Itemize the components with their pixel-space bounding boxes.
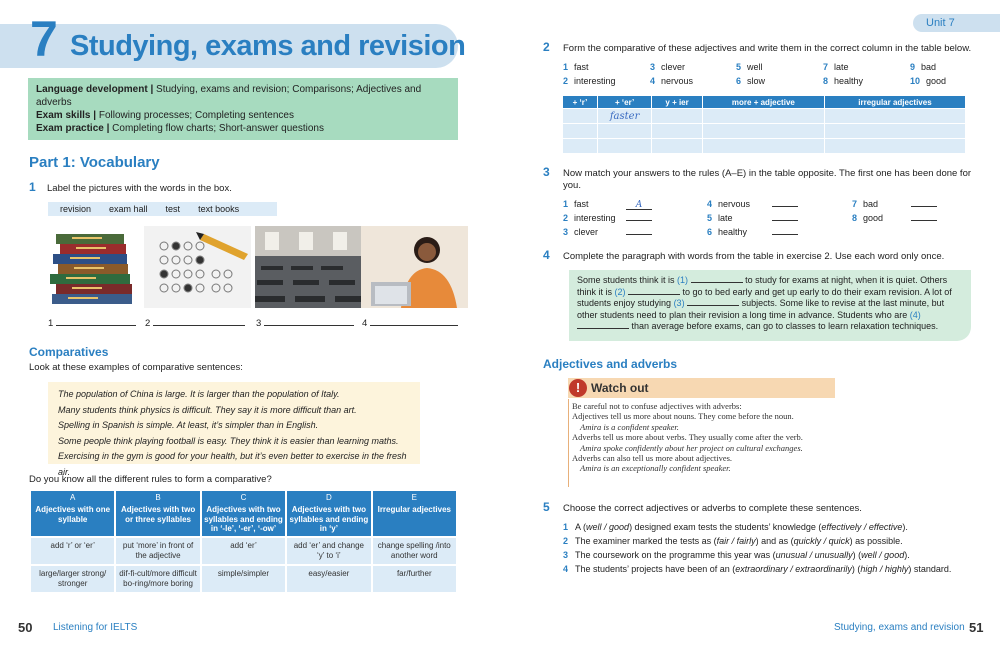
- gap-4[interactable]: [577, 321, 629, 329]
- table-cell[interactable]: [703, 109, 824, 123]
- watch-example: Amira is an exceptionally confident speaker.: [580, 463, 731, 474]
- table-cell: easy/easier: [287, 566, 370, 592]
- ex3-instruction: Now match your answers to the rules (A–E) in the table opposite. The first one has been done for you.: [563, 168, 972, 191]
- ex5-instruction: Choose the correct adjectives or adverbs to complete these sentences.: [563, 503, 862, 514]
- list-item: 3 The coursework on the programme this year was (unusual / unusually) (well / good).: [563, 550, 910, 560]
- unit-tab: Unit 7: [913, 14, 1000, 32]
- match-answer[interactable]: [772, 213, 798, 221]
- exam-skills-text: Following processes; Completing sentences: [96, 110, 294, 121]
- examples-box: [48, 382, 420, 477]
- ex2-instruction: Form the comparative of these adjectives and write them in the correct column in the table below.: [563, 43, 972, 54]
- example-sentence: Spelling in Spanish is simple. At least, it’s simpler than in English.: [58, 420, 319, 430]
- word-box: [48, 202, 277, 216]
- comparatives-title: Comparatives: [29, 345, 109, 359]
- comparatives-intro: Look at these examples of comparative sentences:: [29, 362, 243, 373]
- watch-out-title: Watch out: [591, 381, 649, 395]
- watch-example: Amira is a confident speaker.: [580, 421, 679, 432]
- ex5-number: 5: [543, 500, 550, 514]
- rules-col-d: D Adjectives with two syllables and ending in ‘y’: [287, 491, 370, 536]
- table-cell[interactable]: [598, 124, 651, 138]
- table-cell[interactable]: [703, 124, 824, 138]
- table-row: [563, 139, 965, 153]
- match-answer[interactable]: [911, 213, 937, 221]
- choice[interactable]: extraordinary / extraordinarily: [735, 564, 852, 574]
- list-item: 4 nervous: [707, 199, 798, 209]
- table-cell: add ‘er’: [202, 538, 285, 564]
- ex1-number: 1: [29, 180, 36, 194]
- list-item: 1 fast A: [563, 199, 652, 210]
- table-row: [31, 566, 456, 592]
- watch-line: Adverbs can also tell us more about adjectives.: [572, 453, 733, 464]
- pic-answer-line-1[interactable]: [56, 318, 136, 326]
- exam-practice-label: Exam practice |: [36, 123, 110, 134]
- list-item: 10 good: [910, 76, 947, 86]
- exam-skills-label: Exam skills |: [36, 110, 97, 121]
- gap-1[interactable]: [691, 275, 743, 283]
- list-item: 2 interesting: [563, 76, 616, 86]
- pic-number-3: 3: [256, 318, 262, 329]
- table-cell[interactable]: [825, 109, 965, 123]
- table-row: [31, 538, 456, 564]
- pic-answer-line-2[interactable]: [153, 318, 245, 326]
- watch-out-banner: [568, 378, 835, 398]
- ex3-number: 3: [543, 165, 550, 179]
- rules-col-c: C Adjectives with two syllables and ending in ‘-le’, ‘-er’, ‘-ow’: [202, 491, 285, 536]
- col-header-er: + ‘er’: [598, 96, 651, 108]
- example-sentence: The population of China is large. It is larger than the population of Italy.: [58, 389, 340, 399]
- table-cell: large/larger strong/ stronger: [31, 566, 114, 592]
- warning-icon: !: [569, 379, 587, 397]
- example-sentence: Many students think physics is difficult. They say it is more difficult than art.: [58, 404, 357, 415]
- pic-number-1: 1: [48, 318, 54, 329]
- ex4-number: 4: [543, 248, 550, 262]
- table-cell: far/further: [373, 566, 456, 592]
- table-cell[interactable]: [703, 139, 824, 153]
- handwritten-example: faster: [609, 110, 640, 122]
- watch-line: Be careful not to confuse adjectives with adverbs:: [572, 401, 742, 411]
- exam-hall-image: [255, 226, 362, 308]
- word-revision: revision: [60, 204, 92, 214]
- table-cell: simple/simpler: [202, 566, 285, 592]
- list-item: 9 bad: [910, 62, 937, 72]
- col-header-r: + ‘r’: [563, 96, 597, 108]
- table-cell[interactable]: [598, 109, 651, 123]
- choice[interactable]: effectively / effective: [821, 522, 903, 532]
- table-cell[interactable]: [563, 109, 597, 123]
- choice[interactable]: fair / fairly: [716, 536, 756, 546]
- word-text-books: text books: [198, 204, 240, 214]
- paragraph-box: Some students think it is (1) to study for exams at night, when it is quiet. Others think it is (2) to go to bed early and get up early to do their exam revision. A lot of students enjoy studying (3) subjects. Some like to revise at the last minute, but other students need to plan their revision a long time in advance. Students who are (4) than average before exams, can go to classes to learn relaxation techniques.: [569, 270, 971, 341]
- watch-out-body: [572, 401, 852, 474]
- word-exam-hall: exam hall: [109, 204, 148, 214]
- ex2-number: 2: [543, 40, 550, 54]
- list-item: 7 late: [823, 62, 849, 72]
- example-sentence: Some people think playing football is easy. They think it is easier than learning maths.: [58, 435, 399, 446]
- footer-right: Studying, exams and revision: [834, 622, 965, 633]
- exam-answer-sheet-image: [144, 226, 251, 308]
- table-cell: add ‘er’ and change ‘y’ to ‘i’: [287, 538, 370, 564]
- rules-col-a: A Adjectives with one syllable: [31, 491, 114, 536]
- example-sentence: Exercising in the gym is good for your health, but it’s even better to exercise in the fresh air.: [58, 451, 407, 477]
- pic-answer-line-3[interactable]: [264, 318, 354, 326]
- match-answer[interactable]: [772, 199, 798, 207]
- list-item: 3 clever: [650, 62, 686, 72]
- lang-dev-text-cont: adverbs: [36, 97, 72, 108]
- lang-dev-text: Studying, exams and revision; Comparisons; Adjectives and: [153, 84, 422, 95]
- page-number-left: 50: [18, 620, 33, 635]
- list-item: 4 The students’ projects have been of an (extraordinary / extraordinarily) (high / highly) standard.: [563, 564, 952, 574]
- table-cell[interactable]: [652, 139, 702, 153]
- comparative-columns-table: [562, 95, 966, 154]
- choice[interactable]: well / good: [586, 522, 630, 532]
- lang-dev-label: Language development |: [36, 84, 154, 95]
- comparative-rules-table: [29, 489, 458, 594]
- pic-answer-line-4[interactable]: [370, 318, 458, 326]
- match-answer[interactable]: [772, 227, 798, 235]
- match-answer[interactable]: [626, 213, 652, 221]
- list-item: 8 healthy: [823, 76, 864, 86]
- unit-number: 7: [30, 11, 58, 67]
- pic-number-4: 4: [362, 318, 368, 329]
- word-test: test: [165, 204, 181, 214]
- list-item: 5 late: [707, 213, 798, 223]
- choice[interactable]: high / highly: [860, 564, 909, 574]
- list-item: 7 bad: [852, 199, 937, 209]
- table-row: [563, 124, 965, 138]
- table-cell: put ‘more’ in front of the adjective: [116, 538, 199, 564]
- table-cell: change spelling /into another word: [373, 538, 456, 564]
- table-cell[interactable]: [563, 139, 597, 153]
- table-cell[interactable]: [563, 124, 597, 138]
- rules-col-e: E Irregular adjectives: [373, 491, 456, 536]
- rules-question: Do you know all the different rules to form a comparative?: [29, 474, 272, 485]
- match-answer[interactable]: A: [626, 202, 652, 210]
- unit-title: Studying, exams and revision: [70, 30, 466, 62]
- col-header-more: more + adjective: [703, 96, 824, 108]
- table-cell: dif-fi-cult/more difficult bo-ring/more boring: [116, 566, 199, 592]
- table-row: [563, 109, 965, 123]
- choice[interactable]: quickly / quick: [793, 536, 850, 546]
- ex4-instruction: Complete the paragraph with words from the table in exercise 2. Use each word only once.: [563, 251, 945, 262]
- gap-2[interactable]: [628, 287, 680, 295]
- list-item: 5 well: [736, 62, 763, 72]
- col-header-irregular: irregular adjectives: [825, 96, 965, 108]
- adj-adv-title: Adjectives and adverbs: [543, 357, 678, 371]
- language-box: [28, 78, 458, 140]
- pic-number-2: 2: [145, 318, 151, 329]
- table-cell[interactable]: [652, 124, 702, 138]
- watch-example: Amira spoke confidently about her project on cultural exchanges.: [580, 442, 803, 453]
- choice[interactable]: unusual / unusually: [775, 550, 853, 560]
- rules-col-b: B Adjectives with two or three syllables: [116, 491, 199, 536]
- part1-title: Part 1: Vocabulary: [29, 154, 160, 171]
- watch-line: Adverbs tell us more about verbs. They usually come after the verb.: [572, 432, 803, 443]
- table-cell[interactable]: [825, 124, 965, 138]
- table-cell[interactable]: [652, 109, 702, 123]
- table-cell[interactable]: [825, 139, 965, 153]
- list-item: 8 good: [852, 213, 937, 223]
- table-cell: add ‘r’ or ‘er’: [31, 538, 114, 564]
- table-cell[interactable]: [598, 139, 651, 153]
- page-number-right: 51: [969, 620, 984, 635]
- list-item: 2 The examiner marked the tests as (fair / fairly) and as (quickly / quick) as possible.: [563, 536, 903, 546]
- watch-out-divider: [568, 399, 569, 487]
- list-item: 4 nervous: [650, 76, 694, 86]
- match-answer[interactable]: [626, 227, 652, 235]
- choice[interactable]: well / good: [861, 550, 905, 560]
- exam-practice-text: Completing flow charts; Short-answer questions: [109, 123, 324, 134]
- list-item: 6 healthy: [707, 227, 798, 237]
- match-answer[interactable]: [911, 199, 937, 207]
- footer-left: Listening for IELTS: [53, 622, 138, 633]
- student-studying-image: [361, 226, 468, 308]
- list-item: 6 slow: [736, 76, 766, 86]
- list-item: 2 interesting: [563, 213, 652, 223]
- list-item: 1 A (well / good) designed exam tests the students’ knowledge (effectively / effective).: [563, 522, 908, 532]
- list-item: 1 fast: [563, 62, 589, 72]
- ex1-instruction: Label the pictures with the words in the box.: [47, 183, 232, 194]
- watch-line: Adjectives tell us more about nouns. They come before the noun.: [572, 411, 794, 422]
- gap-3[interactable]: [687, 298, 739, 306]
- list-item: 3 clever: [563, 227, 652, 237]
- col-header-ier: y + ier: [652, 96, 702, 108]
- books-stack-image: [48, 226, 155, 308]
